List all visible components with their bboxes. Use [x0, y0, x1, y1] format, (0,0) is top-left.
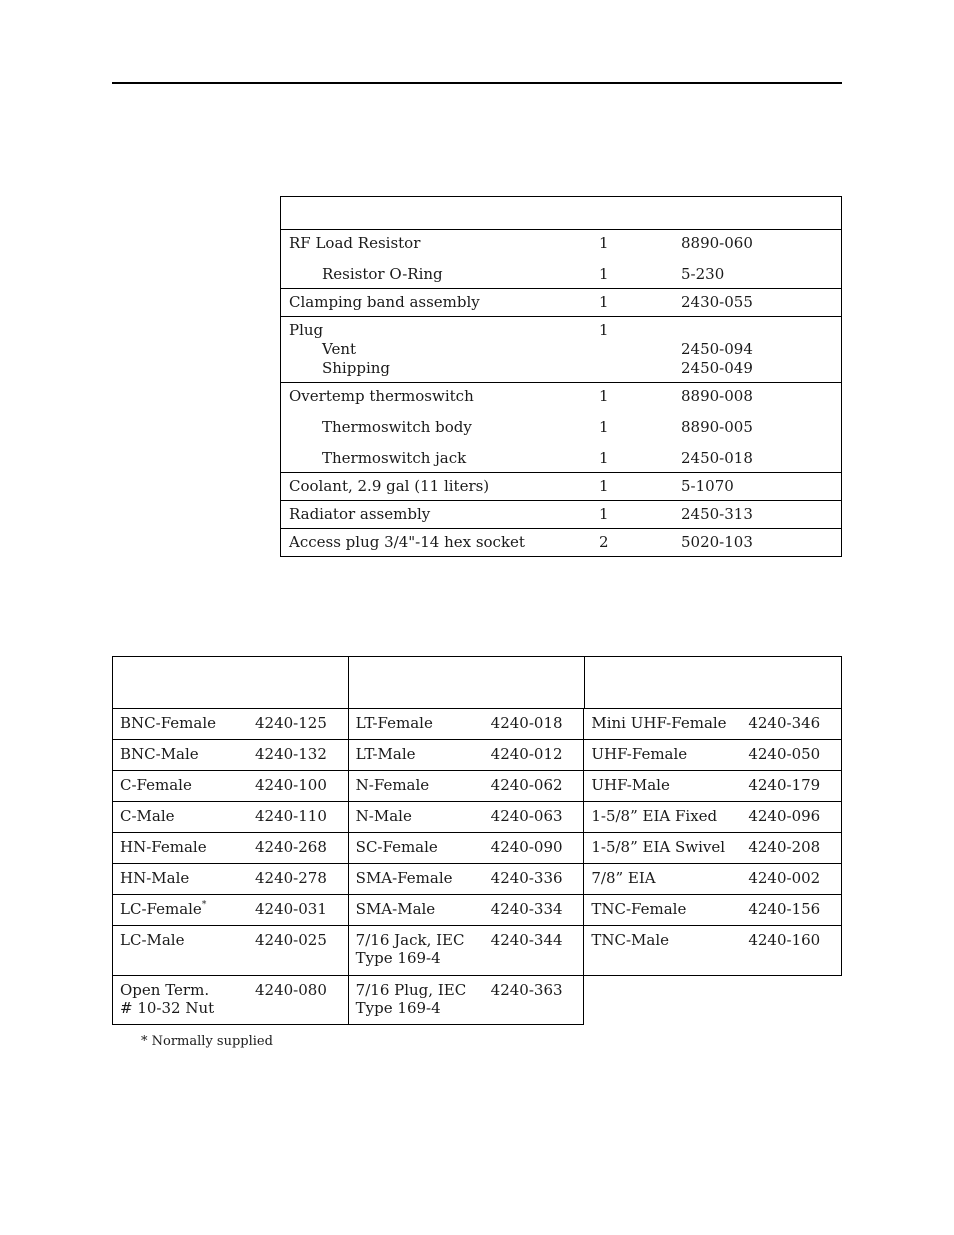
connector-cell — [584, 771, 842, 802]
connector-name — [591, 714, 726, 732]
footnote: * Normally supplied — [141, 1034, 273, 1049]
parts-row — [281, 449, 841, 468]
connector-part-number: 4240-344 — [490, 931, 563, 949]
connector-cell — [113, 709, 349, 740]
connector-part-number: 4240-156 — [748, 900, 821, 918]
connector-name — [591, 745, 687, 763]
part-number: 2430-055 — [681, 293, 753, 311]
connectors-header-col-1 — [113, 657, 349, 708]
connector-cell — [113, 976, 349, 1025]
connector-part-number: 4240-110 — [255, 807, 327, 825]
part-quantity: 1 — [599, 321, 609, 339]
part-quantity: 1 — [599, 387, 609, 405]
connector-row — [112, 740, 842, 771]
connector-row — [112, 833, 842, 864]
connector-name — [356, 838, 438, 856]
connector-cell — [349, 864, 585, 895]
connector-cell — [584, 802, 842, 833]
connector-name-text: SC-Female — [355, 838, 438, 856]
connector-cell — [113, 740, 349, 771]
connector-row — [112, 771, 842, 802]
connector-name — [356, 776, 430, 794]
connector-cell — [349, 771, 585, 802]
part-description: RF Load Resistor — [289, 234, 421, 252]
part-description: Plug — [289, 321, 324, 339]
connector-name-text: LT-Female — [355, 714, 433, 732]
parts-row — [281, 533, 841, 552]
connector-part-number: 4240-336 — [490, 869, 563, 887]
connector-part-number: 4240-334 — [490, 900, 563, 918]
connector-name-text: 1-5/8” EIA Fixed — [591, 807, 718, 825]
connector-name — [356, 714, 433, 732]
parts-row — [281, 265, 841, 284]
part-quantity: 1 — [599, 265, 609, 283]
connector-part-number: 4240-363 — [490, 981, 563, 999]
connector-row — [112, 709, 842, 740]
connectors-table-header — [112, 656, 842, 709]
connector-part-number: 4240-268 — [255, 838, 327, 856]
connector-part-number: 4240-100 — [255, 776, 327, 794]
connectors-header-col-2 — [349, 657, 585, 708]
parts-row — [281, 293, 841, 312]
connector-cell — [584, 709, 842, 740]
connector-name-text: TNC-Female — [591, 900, 687, 918]
connector-name — [120, 869, 189, 887]
connector-part-number: 4240-063 — [490, 807, 563, 825]
connector-part-number: 4240-012 — [490, 745, 563, 763]
connector-row — [112, 895, 842, 926]
connector-part-number: 4240-179 — [748, 776, 821, 794]
connector-name — [356, 869, 453, 887]
part-number: 8890-005 — [681, 418, 753, 436]
connector-name-text: C-Female — [120, 776, 192, 794]
connector-cell — [349, 895, 585, 926]
connector-name-text: BNC-Male — [120, 745, 199, 763]
part-quantity: 1 — [599, 477, 609, 495]
connector-part-number: 4240-096 — [748, 807, 821, 825]
connector-name-text: 1-5/8” EIA Swivel — [591, 838, 726, 856]
connector-name-text: UHF-Female — [591, 745, 688, 763]
connector-name-text: N-Female — [355, 776, 430, 794]
connector-cell — [349, 740, 585, 771]
parts-group — [281, 529, 841, 556]
part-description: Shipping — [322, 359, 390, 377]
parts-group — [281, 501, 841, 529]
connector-name — [591, 776, 670, 794]
parts-group — [281, 473, 841, 501]
footnote-marker: * — [201, 900, 207, 910]
connector-name-text: C-Male — [120, 807, 175, 825]
connector-name — [120, 838, 207, 856]
connector-name-text: SMA-Male — [355, 900, 436, 918]
connector-part-number: 4240-080 — [255, 981, 327, 999]
connector-cell — [113, 864, 349, 895]
connector-name — [120, 714, 216, 732]
connector-name-text: 7/16 Plug, IEC Type 169-4 — [355, 981, 467, 1017]
connector-cell — [113, 833, 349, 864]
parts-group — [281, 317, 841, 383]
part-number: 2450-313 — [681, 505, 753, 523]
connector-name — [120, 807, 175, 825]
connector-name-text: LC-Female — [120, 900, 202, 918]
connector-name-text: UHF-Male — [591, 776, 670, 794]
connector-name — [591, 807, 717, 825]
part-description: Coolant, 2.9 gal (11 liters) — [289, 477, 490, 495]
connector-cell — [113, 802, 349, 833]
part-number: 2450-094 — [681, 340, 753, 358]
connector-name — [591, 869, 655, 887]
parts-row — [281, 418, 841, 449]
part-number: 8890-060 — [681, 234, 753, 252]
connector-name-text: Open Term. # 10-32 Nut — [120, 981, 215, 1017]
connector-name — [120, 776, 192, 794]
parts-row — [281, 321, 841, 340]
part-description: Radiator assembly — [289, 505, 431, 523]
connector-name-text: LC-Male — [120, 931, 185, 949]
connector-name — [356, 900, 436, 918]
part-quantity: 1 — [599, 449, 609, 467]
parts-group — [281, 230, 841, 289]
part-quantity: 1 — [599, 234, 609, 252]
connector-part-number: 4240-208 — [748, 838, 821, 856]
connector-cell — [349, 926, 585, 976]
connector-part-number: 4240-278 — [255, 869, 327, 887]
connector-cell-empty — [584, 976, 842, 1025]
connector-cell — [113, 926, 349, 976]
parts-group — [281, 383, 841, 473]
connector-cell — [113, 895, 349, 926]
connector-name-text: HN-Male — [120, 869, 190, 887]
header-rule — [112, 82, 842, 84]
connector-cell — [113, 771, 349, 802]
connector-part-number: 4240-018 — [490, 714, 563, 732]
connector-name-text: BNC-Female — [120, 714, 216, 732]
connector-row — [112, 864, 842, 895]
connector-part-number: 4240-025 — [255, 931, 327, 949]
connector-part-number: 4240-132 — [255, 745, 327, 763]
connector-name-text: HN-Female — [120, 838, 207, 856]
part-number: 2450-049 — [681, 359, 753, 377]
connector-cell — [349, 709, 585, 740]
connector-cell — [584, 895, 842, 926]
connector-name-text: SMA-Female — [355, 869, 453, 887]
parts-row — [281, 477, 841, 496]
connector-name — [356, 981, 467, 1017]
parts-row — [281, 359, 841, 378]
connector-cell — [349, 976, 585, 1025]
connector-name-text: N-Male — [355, 807, 412, 825]
connector-cell — [584, 740, 842, 771]
connector-cell — [584, 833, 842, 864]
connector-part-number: 4240-031 — [255, 900, 327, 918]
connector-name — [356, 807, 412, 825]
part-number: 5020-103 — [681, 533, 753, 551]
parts-row — [281, 340, 841, 359]
connector-name — [591, 838, 725, 856]
connector-name-text: 7/8” EIA — [591, 869, 656, 887]
part-quantity: 1 — [599, 293, 609, 311]
connector-part-number: 4240-346 — [748, 714, 821, 732]
connector-name-text: TNC-Male — [591, 931, 669, 949]
part-number: 5-1070 — [681, 477, 734, 495]
connector-part-number: 4240-160 — [748, 931, 821, 949]
part-quantity: 2 — [599, 533, 609, 551]
connector-row — [112, 976, 842, 1025]
parts-row — [281, 505, 841, 524]
part-description: Resistor O-Ring — [322, 265, 443, 283]
connectors-table — [112, 656, 842, 1025]
connector-cell — [584, 864, 842, 895]
connector-cell — [349, 802, 585, 833]
connector-name — [120, 981, 214, 1017]
part-number: 2450-018 — [681, 449, 753, 467]
part-description: Overtemp thermoswitch — [289, 387, 474, 405]
connector-row — [112, 802, 842, 833]
parts-group — [281, 289, 841, 317]
connectors-header-col-3 — [585, 657, 843, 708]
connector-part-number: 4240-125 — [255, 714, 327, 732]
connector-row — [112, 926, 842, 976]
connector-name — [591, 931, 669, 949]
connector-name — [120, 931, 184, 949]
parts-table — [280, 196, 842, 557]
parts-row — [281, 387, 841, 418]
connector-cell — [584, 926, 842, 976]
part-description: Thermoswitch body — [322, 418, 472, 436]
connector-part-number: 4240-062 — [490, 776, 563, 794]
part-description: Clamping band assembly — [289, 293, 480, 311]
connector-name-text: Mini UHF-Female — [591, 714, 727, 732]
part-number: 5-230 — [681, 265, 725, 283]
connector-name — [356, 931, 465, 967]
connector-name — [591, 900, 686, 918]
part-description: Vent — [322, 340, 357, 358]
parts-row — [281, 234, 841, 265]
connector-cell — [349, 833, 585, 864]
connector-part-number: 4240-050 — [748, 745, 821, 763]
connector-name — [120, 900, 206, 918]
part-quantity: 1 — [599, 418, 609, 436]
connector-part-number: 4240-002 — [748, 869, 821, 887]
part-description: Access plug 3/4"-14 hex socket — [289, 533, 525, 551]
connector-name — [120, 745, 199, 763]
part-number: 8890-008 — [681, 387, 753, 405]
parts-table-header — [281, 197, 841, 230]
connector-part-number: 4240-090 — [490, 838, 563, 856]
connector-name-text: 7/16 Jack, IEC Type 169-4 — [355, 931, 465, 967]
part-quantity: 1 — [599, 505, 609, 523]
connector-name-text: LT-Male — [355, 745, 416, 763]
part-description: Thermoswitch jack — [322, 449, 467, 467]
connector-name — [356, 745, 416, 763]
